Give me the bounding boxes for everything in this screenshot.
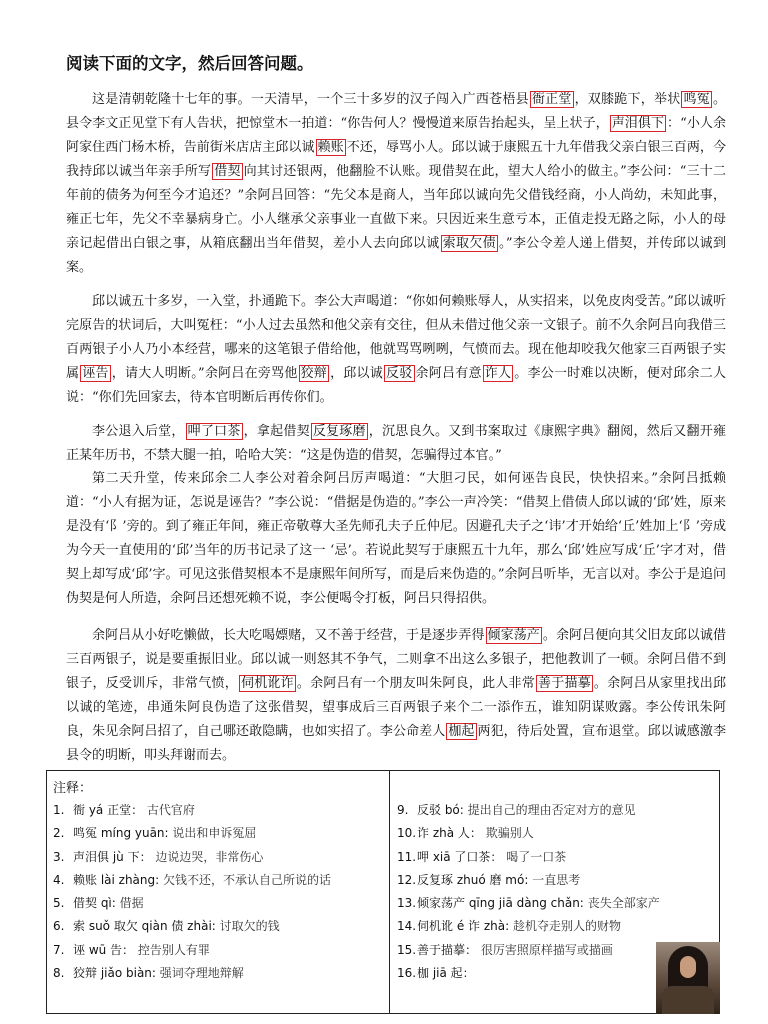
note-term: 狡辩 jiǎo biàn: xyxy=(73,966,156,981)
highlighted-term: 声泪俱下 xyxy=(611,116,665,131)
photo-body xyxy=(662,986,714,1014)
note-item xyxy=(53,801,385,824)
passage-text: 。余阿吕有一个朋友叫朱阿良，此人非常 xyxy=(296,676,535,691)
note-def: 强词夺理地辩解 xyxy=(159,966,244,981)
note-item xyxy=(53,894,385,917)
passage-text: ：“小人余阿家住西门杨木桥，告前街米店店主邱以诚 xyxy=(66,116,726,155)
passage-paragraph-1 xyxy=(66,88,726,280)
passage-text: 。余阿吕便向其父旧友邱以诚借三百两银子，说是要重振旧业。邱以诚一则怒其不争气，二则拿不出这么多银子，把他教训了一顿。余阿吕借不到银子，反受训斥，非常气愤， xyxy=(66,628,726,691)
highlighted-term: 反驳 xyxy=(386,366,413,381)
note-term: 借契 qì: xyxy=(73,896,116,911)
passage-text: 不还，辱骂小人。邱以诚于康熙五十九年借我父亲白银三百两，今我持邱以诚当年亲手所写 xyxy=(66,140,726,179)
photo-face xyxy=(680,956,696,978)
note-term: 诬 wū 告： xyxy=(73,942,135,957)
note-num: 13. xyxy=(397,896,417,911)
note-term: 赖账 lài zhàng: xyxy=(73,872,160,887)
highlighted-term: 赖账 xyxy=(317,140,344,155)
note-def: 一直思考 xyxy=(532,872,581,887)
note-num: 11. xyxy=(397,849,417,864)
note-item xyxy=(397,824,713,847)
passage-paragraph-2 xyxy=(66,290,726,410)
note-term: 声泪俱 jù 下： xyxy=(73,849,152,864)
note-num: 12. xyxy=(397,872,417,887)
notes-heading: 注释： xyxy=(53,781,93,796)
highlighted-term: 索取欠债 xyxy=(442,236,496,251)
note-item xyxy=(53,917,385,940)
note-item xyxy=(53,824,385,847)
passage-text: 这是清朝乾隆十七年的事。一天清早，一个三十多岁的汉子闯入广西苍梧县 xyxy=(92,92,529,107)
highlighted-term: 诈人 xyxy=(484,366,512,381)
note-def: 欺骗别人 xyxy=(485,826,534,841)
note-term: 反驳 bó: xyxy=(417,803,464,817)
passage-text: ，双膝跪下，举状 xyxy=(574,92,681,107)
note-num: 2. xyxy=(53,826,65,841)
note-def: 趁机夺走别人的财物 xyxy=(512,919,621,934)
note-def: 喝了一口茶 xyxy=(506,849,567,864)
note-term: 鸣冤 míng yuān: xyxy=(73,826,169,841)
highlighted-term: 衙正堂 xyxy=(531,92,572,107)
note-def: 丧失全部家产 xyxy=(587,896,660,911)
note-term: 呷 xiā 了口茶： xyxy=(417,849,503,864)
worksheet-title: 阅读下面的文字，然后回答问题。 xyxy=(66,54,314,73)
passage-text: 。余阿吕从家里找出邱以诚的笔迹，串通朱阿良伪造了这张借契，望事成后三百两银子来个二一添作五，谁知阴谋败露。李公传讯朱阿良，朱见余阿吕招了，自己哪还敢隐瞒，也如实招了。李公命差人 xyxy=(66,676,726,739)
highlighted-term: 诬告 xyxy=(82,366,109,381)
highlighted-term: 反复琢磨 xyxy=(312,424,366,439)
note-def: 讨取欠的钱 xyxy=(219,919,280,934)
notes-box xyxy=(46,770,720,1014)
notes-divider xyxy=(389,771,390,1013)
passage-text: ，沉思良久。又到书案取过《康熙字典》翻阅，然后又翻开雍正某年历书，不禁大腿一拍，哈哈大笑：“这是伪造的借契，怎骗得过本官。” xyxy=(66,424,726,463)
passage-text: 第二天升堂，传来邱余二人李公对着余阿吕厉声喝道：“大胆刁民，如何诬告良民，快快招来。”余阿吕抵赖道：“小人有据为证，怎说是诬告？”李公说：“借据是伪造的。”李公一声冷笑：“借契上借债人邱以诚的‘邱’姓，原来是没有‘阝’旁的。到了雍正年间，雍正帝敬尊大圣先师孔夫子丘仲尼。因避孔夫子之‘讳’才开始给‘丘’姓加上‘阝’旁成为今天一直使用的‘邱’当年的历书记录了这一 ‘忌’。若说此契写于康熙五十九年，那么‘邱’姓应写成‘丘’字才对，借契上却写成‘邱’字。可见这张借契根本不是康熙年间所写，而是后来伪造的。”余阿吕听毕，无言以对。李公于是追问伪契是何人所造，余阿吕还想死赖不说，李公便喝令打板，阿吕只得招供。 xyxy=(66,471,726,606)
passage-text: ，拿起借契 xyxy=(243,424,310,439)
note-term: 伺机讹 é 诈 zhà: xyxy=(417,919,510,934)
note-term: 索 suǒ 取欠 qiàn 债 zhài: xyxy=(73,919,216,934)
note-term: 枷 jiā 起： xyxy=(417,966,475,981)
note-item xyxy=(397,801,713,824)
highlighted-term: 鸣冤 xyxy=(683,92,710,107)
highlighted-term: 呷了口茶 xyxy=(187,424,241,439)
note-num: 15. xyxy=(397,942,417,957)
note-item xyxy=(53,848,385,871)
note-def: 欠钱不还，不承认自己所说的话 xyxy=(163,872,332,887)
passage-text: 李公退入后堂， xyxy=(92,424,185,439)
passage-text: 向其讨还银两，他翻脸不认账。现借契在此，望大人给小的做主。”李公问：“三十二年前的债务为何至今才追还？”余阿吕回答：“先父本是商人，当年邱以诚向先父借钱经商，小人尚幼，未知此事，雍正七年，先父不幸暴病身亡。小人继承父亲事业一直做下来。只因近来生意亏本，正值走投无路之际，小人的母亲记起借出白银之事，从箱底翻出当年借契，差小人去向邱以诚 xyxy=(66,164,726,251)
passage-paragraph-4 xyxy=(66,467,726,611)
note-def: 很厉害照原样描写或描画 xyxy=(480,942,613,957)
note-term: 衙 yá 正堂： xyxy=(73,803,144,817)
passage-text: ，邱以诚 xyxy=(330,366,384,381)
note-num: 3. xyxy=(53,849,65,864)
note-term: 善于描摹： xyxy=(417,942,478,957)
note-item xyxy=(53,871,385,894)
note-def: 借据 xyxy=(119,896,144,911)
note-def: 控告别人有罪 xyxy=(137,942,210,957)
highlighted-term: 伺机讹诈 xyxy=(240,676,294,691)
note-def: 说出和申诉冤屈 xyxy=(172,826,257,841)
note-num: 1. xyxy=(53,803,65,817)
passage-text: 。李公一时难以决断，便对邱余二人说：“你们先回家去，待本官明断后再传你们。 xyxy=(66,366,726,405)
notes-list-left xyxy=(53,801,385,987)
note-def: 边说边哭，非常伤心 xyxy=(155,849,264,864)
highlighted-term: 借契 xyxy=(214,164,241,179)
note-num: 14. xyxy=(397,919,417,934)
highlighted-term: 狡辩 xyxy=(300,366,328,381)
passage-text: 两犯，待后处置，宣布退堂。邱以诚感激李县令的明断，叩头拜谢而去。 xyxy=(66,724,726,763)
note-num: 5. xyxy=(53,896,65,911)
note-item xyxy=(397,848,713,871)
passage-paragraph-3 xyxy=(66,420,726,468)
note-num: 4. xyxy=(53,872,65,887)
passage-text: ，请大人明断。”余阿吕在旁骂他 xyxy=(111,366,298,381)
passage-text: 余阿吕从小好吃懒做，长大吃喝嫖赌，又不善于经营，于是逐步弄得 xyxy=(92,628,485,643)
note-item xyxy=(53,964,385,987)
note-num: 10. xyxy=(397,826,417,841)
passage-text: 。县令李文正见堂下有人告状，把惊堂木一拍道：“你告何人？慢慢道来原告抬起头，呈上状子， xyxy=(66,92,726,131)
highlighted-term: 倾家荡产 xyxy=(487,628,540,643)
note-num: 8. xyxy=(53,966,65,981)
highlighted-term: 善于描摹 xyxy=(538,676,591,691)
note-num: 6. xyxy=(53,919,65,934)
character-photo xyxy=(656,942,720,1014)
note-item xyxy=(397,871,713,894)
note-term: 倾家荡产 qīng jiā dàng chǎn: xyxy=(417,896,584,911)
note-item xyxy=(397,917,713,940)
passage-text: 余阿吕有意 xyxy=(415,366,482,381)
note-def: 提出自己的理由否定对方的意见 xyxy=(467,803,636,817)
passage-text: 邱以诚五十多岁，一入堂，扑通跪下。李公大声喝道：“你如何赖账辱人，从实招来，以免皮肉受苦。”邱以诚听完原告的状词后，大叫冤枉：“小人过去虽然和他父亲有交往，但从未借过他父亲一文银子。前不久余阿吕向我借三百两银子小人乃小本经营，哪来的这笔银子借给他，他就骂骂咧咧，气愤而去。现在他却咬我欠他家三百两银子实属 xyxy=(66,294,726,381)
note-term: 反复琢 zhuó 磨 mó: xyxy=(417,872,529,887)
passage-paragraph-5 xyxy=(66,624,726,768)
highlighted-term: 枷起 xyxy=(448,724,475,739)
note-item xyxy=(53,941,385,964)
passage-text: 。”李公令差人递上借契，并传邱以诚到案。 xyxy=(66,236,726,275)
note-def: 古代官府 xyxy=(146,803,195,817)
note-term: 诈 zhà 人： xyxy=(417,826,482,841)
note-item xyxy=(397,894,713,917)
note-num: 9. xyxy=(397,803,409,817)
note-num: 7. xyxy=(53,942,65,957)
note-num: 16. xyxy=(397,966,417,981)
